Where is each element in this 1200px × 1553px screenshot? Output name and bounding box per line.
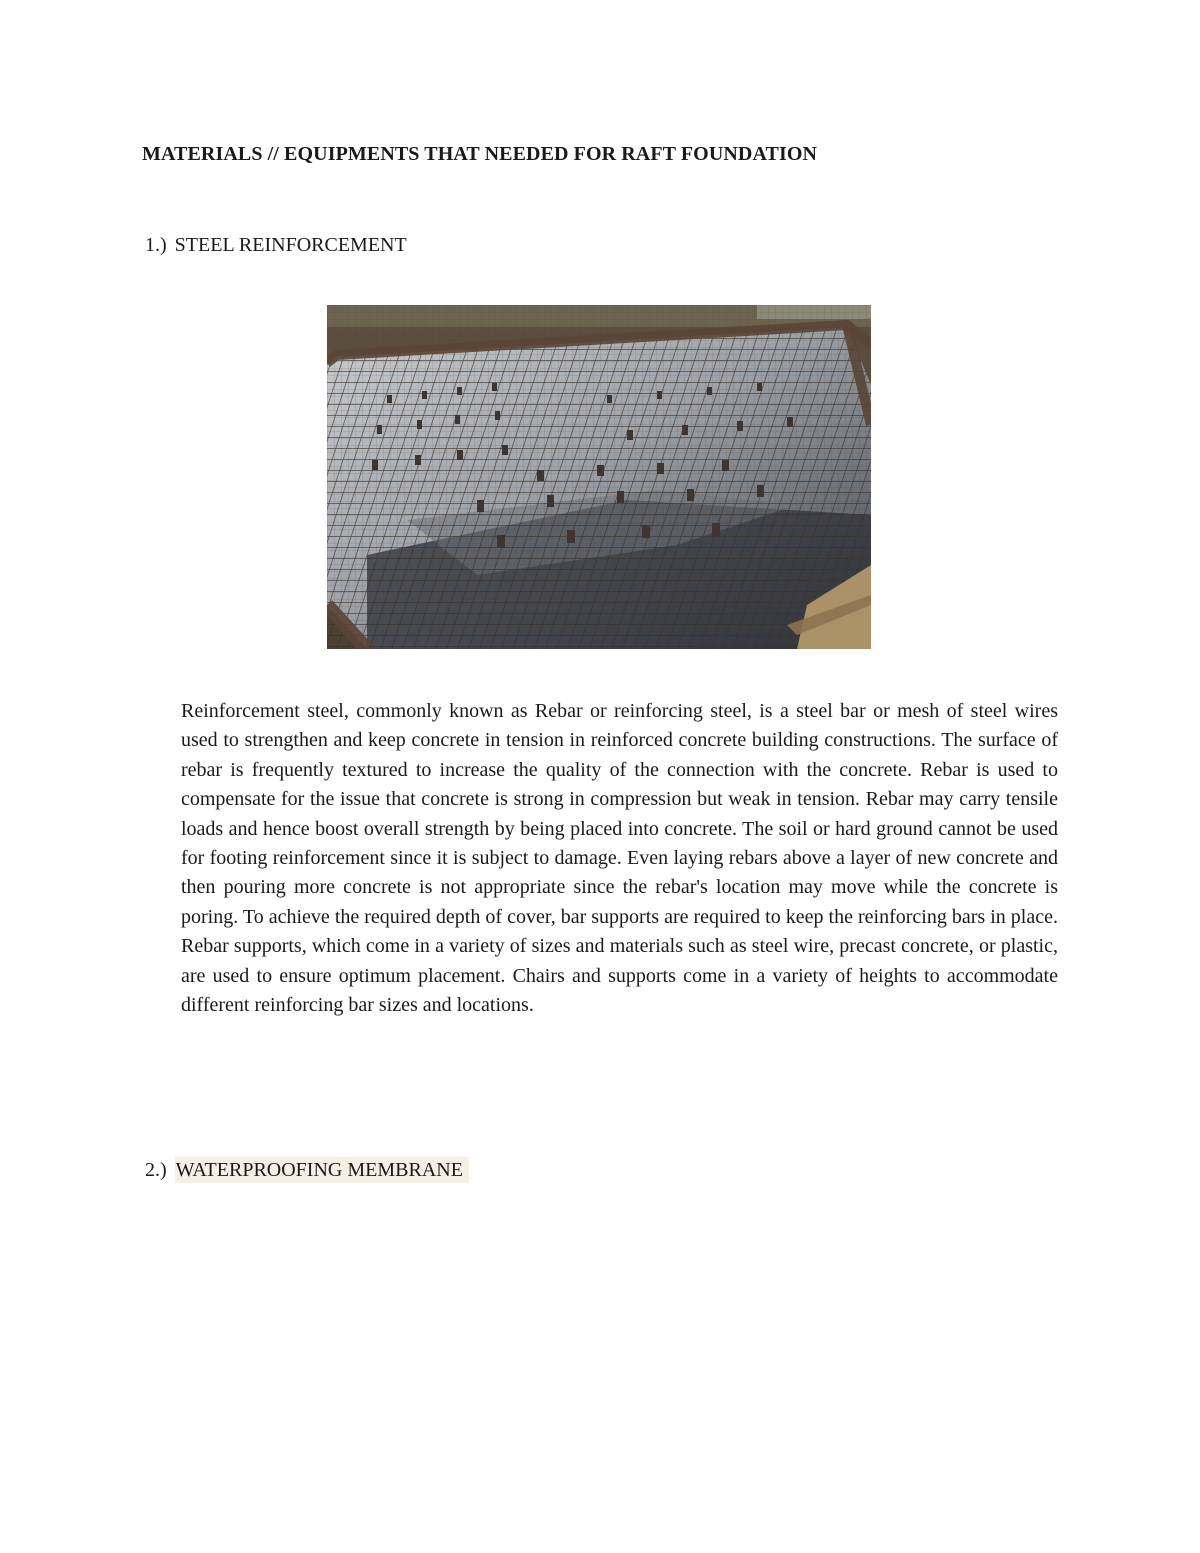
section-number: 1.) [145, 234, 167, 256]
steel-reinforcement-paragraph: Reinforcement steel, commonly known as Rebar or reinforcing steel, is a steel bar or mesh of steel wires used to strengthen and keep concrete in tension in reinforced concrete building constructions. The surface of rebar is frequently textured to increase the quality of the connection with the concrete. Rebar is used to compensate for the issue that concrete is strong in compression but weak in tension. Rebar may carry tensile loads and hence boost overall strength by being placed into concrete. The soil or hard ground cannot be used for footing reinforcement since it is subject to damage. Even laying rebars above a layer of new concrete and then pouring more concrete is not appropriate since the rebar's location may move while the concrete is poring. To achieve the required depth of cover, bar supports are required to keep the reinforcing bars in place. Rebar supports, which come in a variety of sizes and materials such as steel wire, precast concrete, or plastic, are used to ensure optimum placement. Chairs and supports come in a variety of heights to accommodate different reinforcing bar sizes and locations. [181, 700, 1058, 1017]
section-number: 2.) [145, 1159, 167, 1181]
section-heading-steel-reinforcement [145, 234, 407, 257]
section-heading-waterproofing-membrane [145, 1159, 469, 1182]
document-title: MATERIALS // EQUIPMENTS THAT NEEDED FOR RAFT FOUNDATION [142, 143, 818, 165]
rebar-mesh-photo [327, 305, 871, 649]
highlighted-section-title: WATERPROOFING MEMBRANE [175, 1157, 469, 1183]
section-title: STEEL REINFORCEMENT [174, 234, 407, 256]
